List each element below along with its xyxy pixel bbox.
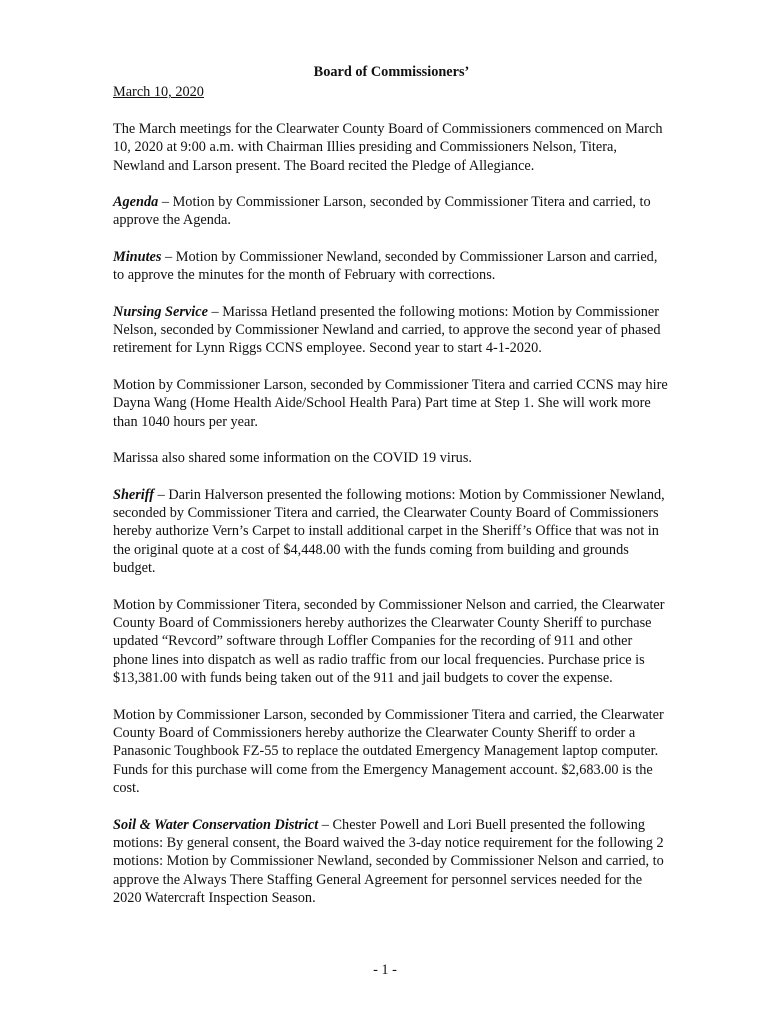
paragraph-toughbook — [113, 706, 670, 798]
section-heading-sheriff: Sheriff — [113, 486, 155, 503]
paragraph-text: – Marissa Hetland presented the following motions: Motion by Commissioner Nelson, seconded by Commissioner Newland and carried, to approve the second year of phased retirement for Lynn Riggs CCNS employee. Second year to start 4-1-2020. — [113, 303, 661, 357]
document-title: Board of Commissioners’ — [313, 64, 470, 80]
paragraph-nursing-service — [113, 303, 670, 358]
paragraph-text: Motion by Commissioner Larson, seconded by Commissioner Titera and carried, the Clearwater County Board of Commissioners hereby authorize the Clearwater County Sheriff to order a Panasonic Toughbook FZ-55 to replace the outdated Emergency Management laptop computer. Funds for this purchase will come from the Emergency Management account. $2,683.00 is the cost. — [113, 706, 664, 797]
paragraph-sheriff — [113, 486, 670, 578]
section-heading-minutes: Minutes — [113, 248, 162, 265]
page-number: - 1 - — [373, 962, 397, 978]
paragraph-soil-water — [113, 816, 670, 908]
paragraph-text: – Motion by Commissioner Newland, seconded by Commissioner Larson and carried, to approve the minutes for the month of February with corrections. — [113, 248, 658, 284]
paragraph-covid-info — [113, 449, 670, 467]
paragraph-agenda — [113, 193, 670, 230]
paragraph-text: Motion by Commissioner Titera, seconded by Commissioner Nelson and carried, the Clearwater County Board of Commissioners hereby authorizes the Clearwater County Sheriff to purchase updated “Revcord” software through Loffler Companies for the recording of 911 and other phone lines into dispatch as well as radio traffic from our local frequencies. Purchase price is $13,381.00 with funds being taken out of the 911 and jail budgets to cover the expense. — [113, 596, 665, 687]
paragraph-minutes — [113, 248, 670, 285]
section-heading-nursing-service: Nursing Service — [113, 303, 208, 320]
paragraph-ccns-hire — [113, 376, 670, 431]
section-heading-soil-water: Soil & Water Conservation District — [113, 816, 319, 833]
paragraph-opening — [113, 120, 670, 175]
paragraph-text: – Motion by Commissioner Larson, seconded by Commissioner Titera and carried, to approve the Agenda. — [113, 194, 651, 229]
paragraph-text: – Darin Halverson presented the following motions: Motion by Commissioner Newland, seconded by Commissioner Titera and carried, the Clearwater County Board of Commissioners hereby authorize Vern’s Carpet to install additional carpet in the Sheriff’s Office that was not in the original quote at a cost of $4,448.00 with the funds coming from building and grounds budget. — [113, 486, 665, 577]
paragraph-text: The March meetings for the Clearwater County Board of Commissioners commenced on March 10, 2020 at 9:00 a.m. with Chairman Illies presiding and Commissioners Nelson, Titera, Newland and Larson present. The Board recited the Pledge of Allegiance. — [113, 120, 663, 174]
paragraph-text: Marissa also shared some information on the COVID 19 virus. — [113, 450, 472, 467]
meeting-date: March 10, 2020 — [113, 84, 204, 101]
paragraph-text: – Chester Powell and Lori Buell presented the following motions: By general consent, the Board waived the 3-day notice requirement for the following 2 motions: Motion by Commissioner Newland, seconded by Commissioner Nelson and carried, to approve the Always There Staffing General Agreement for personnel services needed for the 2020 Watercraft Inspection Season. — [113, 816, 664, 907]
paragraph-revcord-software — [113, 596, 670, 688]
document-page — [113, 63, 670, 908]
paragraph-text: Motion by Commissioner Larson, seconded by Commissioner Titera and carried CCNS may hire Dayna Wang (Home Health Aide/School Health Para) Part time at Step 1. She will work more than 1040 hours per year. — [113, 376, 668, 430]
section-heading-agenda: Agenda — [113, 194, 159, 211]
